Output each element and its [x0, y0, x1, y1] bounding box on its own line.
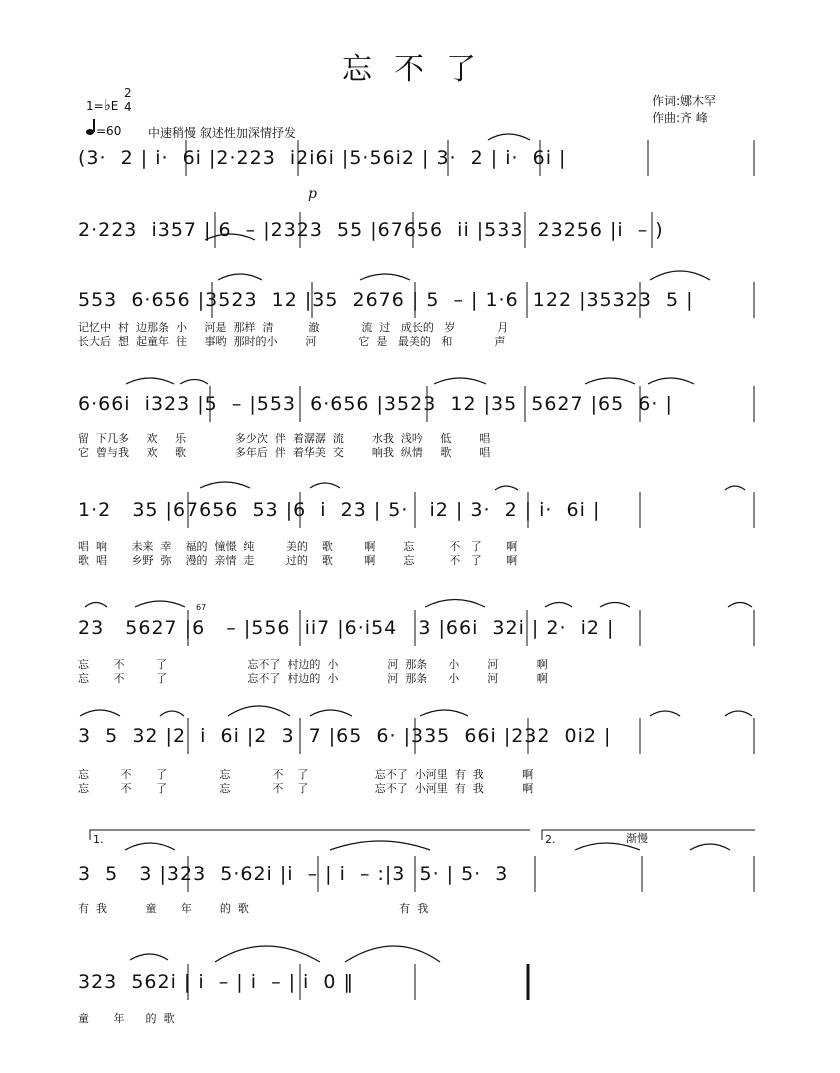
notes-row-2: 2·223 i357 | 6 – |2323 55 |67656 ii |533 23256 |i – ) — [78, 219, 664, 241]
staff-row-4 — [78, 389, 758, 419]
staff-row-2 — [78, 215, 758, 245]
staff-row-5 — [78, 495, 758, 525]
notes-row-5: 1·2 35 |67656 53 |6 i 23 | 5· i2 | 3· 2 | i· 6i | — [78, 499, 601, 521]
tempo-value: =60 — [96, 124, 122, 138]
time-denominator: 4 — [124, 100, 132, 114]
key-letter: E — [110, 99, 119, 113]
notes-row-7: 3 5 32 |2 i 6i |2 3 7 |65 6· |335 66i |232 0i2 | — [78, 725, 612, 747]
lyric-row-3-verse-2: 长大后 想 起童年 往 事哟 那时的小 河 它 是 最美的 和 声 — [78, 335, 506, 348]
notes-row-3: 553 6·656 |3523 12 |35 2676 | 5 – | 1·6 122 |35323 5 | — [78, 289, 694, 311]
page-title: 忘不了 — [342, 52, 498, 87]
lyric-row-5-verse-1: 唱 响 未来 幸 福的 憧憬 纯 美的 歌 啊 忘 不 了 啊 — [78, 540, 518, 553]
grace-notes: 67 — [196, 603, 207, 612]
dynamic-piano: p — [308, 186, 317, 202]
composer: 作曲:齐 峰 — [652, 111, 708, 125]
lyric-row-5-verse-2: 歌 唱 乡野 弥 漫的 亲情 走 过的 歌 啊 忘 不 了 啊 — [78, 554, 518, 567]
notes-row-1: (3· 2 | i· 6i |2·223 i2i6i |5·56i2 | 3· 2 | i· 6i | — [78, 147, 567, 169]
lyric-row-4-verse-2: 它 曾与我 欢 歌 多年后 伴 着华美 交 响我 纵情 歌 唱 — [78, 446, 491, 459]
staff-row-8 — [78, 859, 758, 889]
lyric-row-4-verse-1: 留 下几多 欢 乐 多少次 伴 着潺潺 流 水我 浅吟 低 唱 — [78, 432, 491, 445]
lyric-row-6-verse-1: 忘 不 了 忘不了 村边的 小 河 那条 小 河 啊 — [78, 658, 548, 671]
lyric-row-3-verse-1: 记忆中 村 边那条 小 河是 那样 清 澈 流 过 成长的 岁 月 — [78, 321, 509, 334]
notes-row-8: 3 5 3 |323 5·62i |i – | i – :|3 5· | 5· 3 — [78, 863, 509, 885]
flat-sign: ♭ — [103, 96, 111, 114]
notes-row-9: 323 562i | i – | i – | i 0 ‖ — [78, 971, 355, 993]
notes-row-6: 23 5627 |6 – |556 ii7 |6·i54 3 |66i 32i | 2· i2 | — [78, 617, 615, 639]
staff-row-3 — [78, 285, 758, 315]
first-ending-label: 1. — [93, 833, 104, 846]
staff-row-7 — [78, 721, 758, 751]
notes-row-4: 6·66i i323 |5 – |553 6·656 |3523 12 |35 5627 |65 6· | — [78, 393, 673, 415]
staff-row-6 — [78, 613, 758, 643]
lyric-row-7-verse-2: 忘 不 了 忘 不 了 忘不了 小河里 有 我 啊 — [78, 782, 534, 795]
lyricist: 作词:娜木罕 — [652, 94, 717, 108]
lyric-row-6-verse-2: 忘 不 了 忘不了 村边的 小 河 那条 小 河 啊 — [78, 672, 548, 685]
second-ending-label: 2. — [545, 833, 556, 846]
lyric-row-7-verse-1: 忘 不 了 忘 不 了 忘不了 小河里 有 我 啊 — [78, 768, 534, 781]
staff-row-9 — [78, 967, 758, 997]
lyric-row-9: 童 年 的 歌 — [78, 1012, 175, 1025]
key-label: 1= — [86, 99, 104, 113]
ritardando-text: 渐慢 — [626, 832, 648, 845]
time-numerator: 2 — [124, 86, 132, 100]
lyric-row-8: 有 我 童 年 的 歌 有 我 — [78, 902, 429, 915]
expression-text: 中速稍慢 叙述性加深情抒发 — [148, 126, 296, 140]
